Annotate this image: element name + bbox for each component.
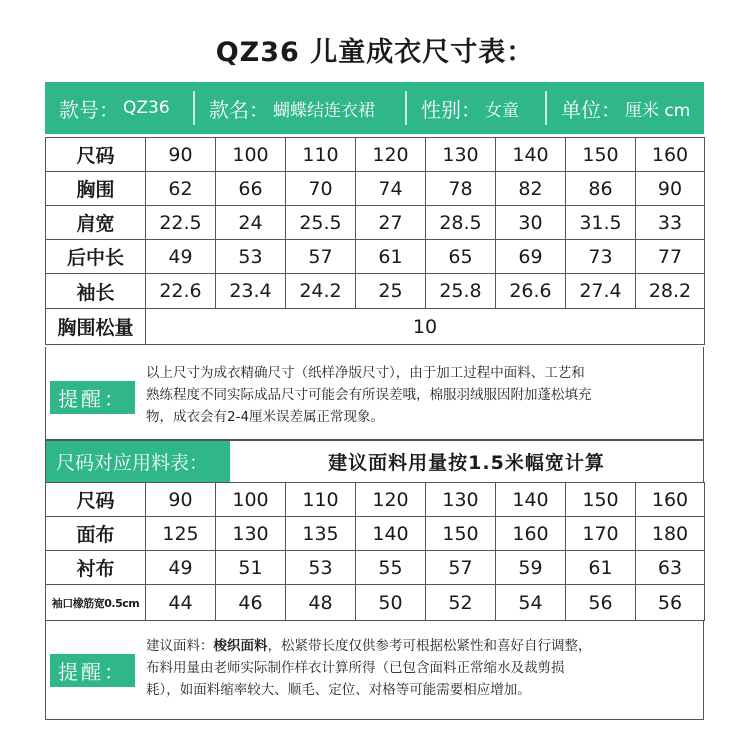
ease-value: 10 [146,309,705,345]
fabric-usage-label: 尺码对应用料表： [46,441,230,482]
table-cell: 61 [356,240,426,274]
reminder-line: 熟练程度不同实际成品尺寸可能会有所误差哦，棉服羽绒服因附加蓬松填充 [146,387,592,403]
table-cell: 25.5 [286,206,356,240]
table-cell: 150 [566,138,636,172]
style-number-value: QZ36 [123,98,170,118]
table-cell: 61 [566,551,636,585]
fabric-reminder-line: 布料用量由老师实际制作样衣计算所得（已包含面料正常缩水及裁剪损 [146,660,565,676]
table-cell: 120 [356,138,426,172]
unit [547,82,704,134]
fabric-reminder-text [146,635,701,701]
style-number-label: 款号： [59,97,119,122]
gender [407,82,545,134]
table-cell: 22.6 [146,274,216,309]
table-cell: 77 [636,240,705,274]
table-cell: 46 [216,585,286,621]
fabric-reminder-prefix: 建议面料： [146,638,214,654]
table-row [46,274,705,309]
table-cell: 70 [286,172,356,206]
unit-value: 厘米 cm [625,100,691,121]
table-cell: 65 [426,240,496,274]
table-cell: 23.4 [216,274,286,309]
table-cell: 110 [286,138,356,172]
reminder-line: 以上尺寸为成衣精确尺寸（纸样净版尺寸），由于加工过程中面料、工艺和 [146,365,585,381]
table-cell: 150 [566,483,636,517]
table-row [46,206,705,240]
table-cell: 59 [496,551,566,585]
table-cell: 130 [426,138,496,172]
table-cell: 24.2 [286,274,356,309]
table-cell: 44 [146,585,216,621]
table-cell: 78 [426,172,496,206]
table-cell: 52 [426,585,496,621]
row-label: 衬布 [46,551,146,585]
table-cell: 160 [636,483,705,517]
table-cell: 130 [216,517,286,551]
fabric-reminder-note [45,620,704,720]
table-cell: 27.4 [566,274,636,309]
style-number [45,82,193,134]
table-cell: 48 [286,585,356,621]
fabric-reminder-tag: 提醒： [50,654,135,687]
table-cell: 28.5 [426,206,496,240]
table-cell: 31.5 [566,206,636,240]
table-cell: 28.2 [636,274,705,309]
reminder-text [146,362,701,428]
table-cell: 66 [216,172,286,206]
table-cell: 51 [216,551,286,585]
table-cell: 100 [216,483,286,517]
row-label: 袖口橡筋宽0.5cm [46,585,146,621]
gender-label: 性别： [421,97,481,122]
table-cell: 90 [636,172,705,206]
table-cell: 130 [426,483,496,517]
table-cell: 69 [496,240,566,274]
table-cell: 24 [216,206,286,240]
table-cell: 90 [146,138,216,172]
table-cell: 74 [356,172,426,206]
table-cell: 54 [496,585,566,621]
table-row [46,138,705,172]
table-cell: 63 [636,551,705,585]
table-cell: 160 [636,138,705,172]
style-name [195,82,405,134]
table-cell: 50 [356,585,426,621]
table-row [46,517,705,551]
table-cell: 33 [636,206,705,240]
table-cell: 125 [146,517,216,551]
size-table [45,137,705,345]
fabric-type: 梭织面料 [213,638,268,654]
fabric-usage-rule: 建议面料用量按1.5米幅宽计算 [328,452,605,474]
table-cell: 160 [496,517,566,551]
style-name-label: 款名： [209,97,269,122]
table-cell: 57 [426,551,496,585]
style-name-value: 蝴蝶结连衣裙 [273,100,375,121]
table-row [46,309,705,345]
gender-value: 女童 [485,100,519,121]
row-label: 尺码 [46,483,146,517]
table-cell: 170 [566,517,636,551]
fabric-reminder-line: 耗），如面料缩率较大、顺毛、定位、对格等可能需要相应增加。 [146,682,531,698]
table-cell: 56 [566,585,636,621]
table-cell: 150 [426,517,496,551]
table-cell: 57 [286,240,356,274]
table-cell: 73 [566,240,636,274]
table-cell: 140 [496,483,566,517]
table-cell: 140 [496,138,566,172]
table-cell: 53 [286,551,356,585]
row-label: 后中长 [46,240,146,274]
table-row [46,585,705,621]
table-cell: 25 [356,274,426,309]
table-cell: 82 [496,172,566,206]
table-cell: 62 [146,172,216,206]
table-cell: 49 [146,240,216,274]
row-label: 胸围 [46,172,146,206]
reminder-line: 物，成衣会有2-4厘米误差属正常现象。 [146,409,385,425]
fabric-reminder-rest: ，松紧带长度仅供参考可根据松紧性和喜好自行调整， [267,638,592,654]
table-cell: 25.8 [426,274,496,309]
fabric-usage-header [45,440,704,482]
table-cell: 120 [356,483,426,517]
table-cell: 26.6 [496,274,566,309]
reminder-note [45,347,704,440]
table-cell: 180 [636,517,705,551]
table-cell: 100 [216,138,286,172]
table-cell: 49 [146,551,216,585]
page-title: QZ36 儿童成衣尺寸表： [215,37,535,68]
table-cell: 140 [356,517,426,551]
table-cell: 90 [146,483,216,517]
fabric-usage-table [45,482,705,621]
table-cell: 110 [286,483,356,517]
table-cell: 30 [496,206,566,240]
row-label: 面布 [46,517,146,551]
row-label: 肩宽 [46,206,146,240]
table-row [46,240,705,274]
table-cell: 27 [356,206,426,240]
table-cell: 22.5 [146,206,216,240]
fabric-reminder-line [146,635,701,657]
row-label: 胸围松量 [46,309,146,345]
table-row [46,551,705,585]
table-row [46,172,705,206]
unit-label: 单位： [561,97,621,122]
product-info-bar [45,82,704,134]
table-cell: 56 [636,585,705,621]
table-cell: 86 [566,172,636,206]
table-cell: 135 [286,517,356,551]
table-row [46,483,705,517]
row-label: 袖长 [46,274,146,309]
table-cell: 55 [356,551,426,585]
reminder-tag: 提醒： [50,381,135,414]
table-cell: 53 [216,240,286,274]
row-label: 尺码 [46,138,146,172]
